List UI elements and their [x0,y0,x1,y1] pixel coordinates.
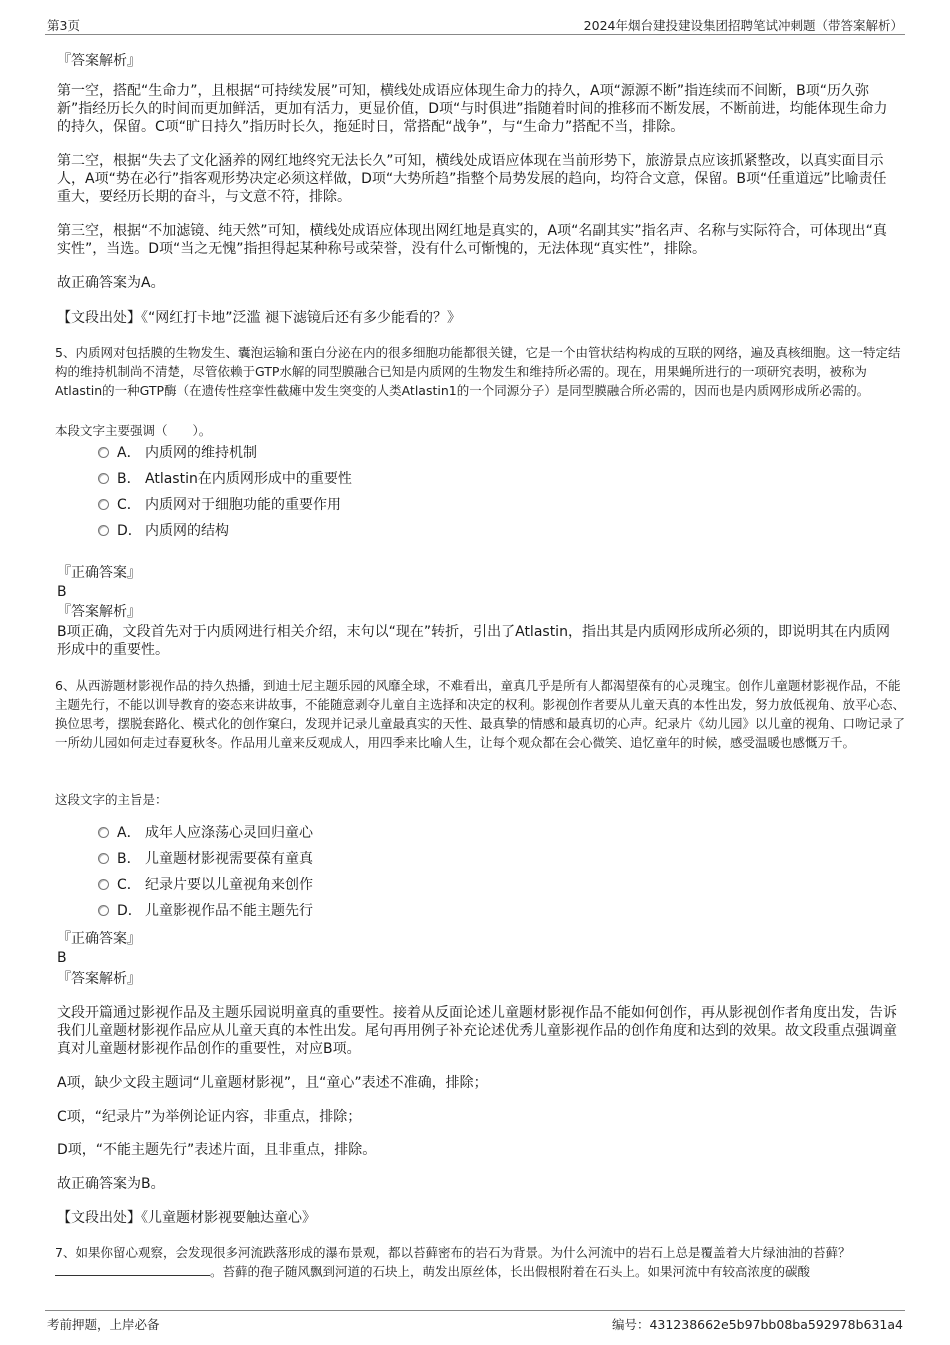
q4-analysis-para2: 第二空，根据“失去了文化涵养的网红地终究无法长久”可知，横线处成语应体现在当前形势下，旅游景点应该抓紧整改，以真实面目示人，A项“势在必行”指客观形势决定必须这样做，D项“大势所趋”指整个局势发展的趋向，均符合文意，保留。B项“任重道远”比喻责任重大，要经历长期的奋斗，与文意不符，排除。 [57,153,887,205]
radio-icon[interactable] [98,525,109,536]
q6-option-b[interactable]: B． 儿童题材影视需要葆有童真 [98,849,313,869]
q7-stem: 7、如果你留心观察，会发现很多河流跌落形成的瀑布景观，都以苔藓密布的岩石为背景。为什么河流中的岩石上总是覆盖着大片绿油油的苔藓？。苔藓的孢子随风飘到河道的石块上，萌发出原丝体，长出假根附着在石头上。如果河流中有较高浓度的碳酸 [55,1245,851,1279]
q4-conclusion: 故正确答案为A。 [57,275,165,291]
page-number: 第3页 [47,18,80,33]
page-footer [45,1310,905,1333]
radio-icon[interactable] [98,905,109,916]
q6-analysis: 文段开篇通过影视作品及主题乐园说明童真的重要性。接着从反面论述儿童题材影视作品不能如何创作，再从影视创作者角度出发，告诉我们儿童题材影视作品应从儿童天真的本性出发。尾句再用例子补充论述优秀儿童影视作品的创作角度和达到的效果。故文段重点强调童真对儿童题材影视作品创作的重要性，对应B项。 [57,1005,897,1057]
radio-icon[interactable] [98,447,109,458]
q6-option-a[interactable]: A． 成年人应涤荡心灵回归童心 [98,823,313,843]
q5-answer: B [57,584,67,600]
q6-answer-label: 『正确答案』 [57,931,141,947]
q5-option-d[interactable]: D． 内质网的结构 [98,521,229,541]
q6-option-d[interactable]: D． 儿童影视作品不能主题先行 [98,901,313,921]
q6-option-c[interactable]: C． 纪录片要以儿童视角来创作 [98,875,313,895]
q6-analysis-label: 『答案解析』 [57,971,141,987]
page-header [45,14,905,35]
q5-question: 本段文字主要强调（ ）。 [55,423,212,438]
q4-analysis-label: 『答案解析』 [57,53,141,69]
radio-icon[interactable] [98,853,109,864]
q6-note-c: C项，“纪录片”为举例论证内容，非重点，排除； [57,1109,362,1125]
radio-icon[interactable] [98,499,109,510]
q4-analysis-para3: 第三空，根据“不加滤镜、纯天然”可知，横线处成语应体现出网红地是真实的，A项“名副其实”指名声、名称与实际符合，可体现出“真实性”，当选。D项“当之无愧”指担得起某种称号或荣誉，没有什么可惭愧的，无法体现“真实性”，排除。 [57,223,887,257]
radio-icon[interactable] [98,473,109,484]
radio-icon[interactable] [98,879,109,890]
q5-option-b[interactable]: B． Atlastin在内质网形成中的重要性 [98,469,352,489]
q4-analysis-para1: 第一空，搭配“生命力”，且根据“可持续发展”可知，横线处成语应体现生命力的持久，A项“源源不断”指连续而不间断，B项“历久弥新”指经历长久的时间而更加鲜活，更加有活力，更显价值，D项“与时俱进”指随着时间的推移而不断发展，不断前进，均能体现生命力的持久，保留。C项“旷日持久”指历时长久，拖延时日，常搭配“战争”，与“生命力”搭配不当，排除。 [57,83,888,135]
q6-question: 这段文字的主旨是： [55,792,168,807]
q6-conclusion: 故正确答案为B。 [57,1176,165,1192]
q6-note-a: A项，缺少文段主题词“儿童题材影视”，且“童心”表述不准确，排除； [57,1075,488,1091]
q5-option-a[interactable]: A． 内质网的维持机制 [98,443,257,463]
q6-answer: B [57,950,67,966]
q5-option-c[interactable]: C． 内质网对于细胞功能的重要作用 [98,495,341,515]
document-id: 编号：431238662e5b97bb08ba592978b631a4 [611,1317,903,1332]
q5-answer-label: 『正确答案』 [57,565,141,581]
fill-blank[interactable] [55,1263,210,1276]
radio-icon[interactable] [98,827,109,838]
q6-stem: 6、从西游题材影视作品的持久热播，到迪士尼主题乐园的风靡全球，不难看出，童真几乎是所有人都渴望葆有的心灵瑰宝。创作儿童题材影视作品，不能主题先行，不能以训导教育的姿态来讲故事，不能随意剥夺儿童自主选择和决定的权利。影视创作者要从儿童天真的本性出发，努力放低视角、放平心态、换位思考，摆脱套路化、模式化的创作窠臼，发现并记录儿童最真实的天性、最真挚的情感和最真切的心声。纪录片《幼儿园》以儿童的视角、口吻记录了一所幼儿园如何走过春夏秋冬。作品用儿童来反观成人，用四季来比喻人生，让每个观众都在会心微笑、追忆童年的时候，感受温暖也感慨万千。 [55,678,906,750]
q5-analysis: B项正确，文段首先对于内质网进行相关介绍，末句以“现在”转折，引出了Atlastin，指出其是内质网形成所必须的，即说明其在内质网形成中的重要性。 [57,624,890,658]
q6-note-d: D项，“不能主题先行”表述片面，且非重点，排除。 [57,1142,377,1158]
q5-stem: 5、内质网对包括膜的生物发生、囊泡运输和蛋白分泌在内的很多细胞功能都很关键，它是一个由管状结构构成的互联的网络，遍及真核细胞。这一特定结构的维持机制尚不清楚，尽管依赖于GTP水解的同型膜融合已知是内质网的生物发生和维持所必需的。现在，用果蝇所进行的一项研究表明，被称为Atlastin的一种GTP酶（在遗传性痉挛性截瘫中发生突变的人类Atlastin1的一个同源分子）是同型膜融合所必需的，因而也是内质网形成所必需的。 [55,345,901,398]
footer-slogan: 考前押题，上岸必备 [47,1317,160,1332]
q6-source: 【文段出处】《儿童题材影视要触达童心》 [57,1210,316,1226]
q5-analysis-label: 『答案解析』 [57,604,141,620]
q4-source: 【文段出处】《“网红打卡地”泛滥 褪下滤镜后还有多少能看的？》 [57,310,461,326]
document-title: 2024年烟台建投建设集团招聘笔试冲刺题（带答案解析） [583,18,903,33]
